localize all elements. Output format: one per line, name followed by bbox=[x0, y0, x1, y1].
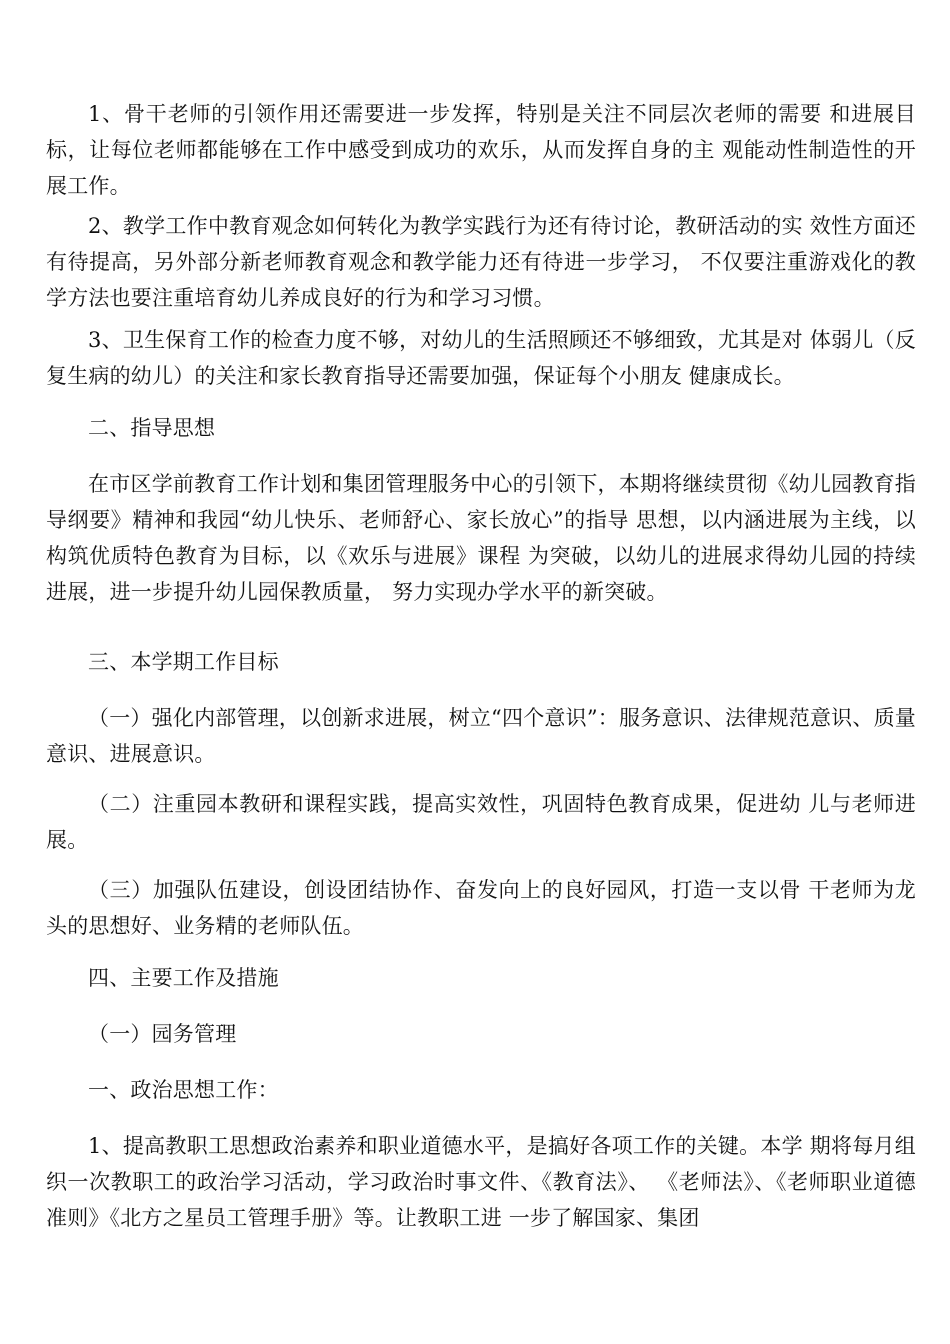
heading-main-work-measures: 四、主要工作及措施 bbox=[88, 966, 279, 990]
heading-guiding-ideology: 二、指导思想 bbox=[88, 416, 216, 440]
paragraph-political-study: 1、提高教职工思想政治素养和职业道德水平，是搞好各项工作的关键。本学 期将每月组织一次教职工的政治学习活动，学习政治时事文件、《教育法》、 《老师法》、《老师职业道德准则》《北方之星员工管理手册》等。让教职工进 一步了解国家、集团 bbox=[46, 1134, 916, 1230]
heading-semester-goals: 三、本学期工作目标 bbox=[88, 650, 279, 674]
paragraph-guiding-ideology: 在市区学前教育工作计划和集团管理服务中心的引领下，本期将继续贯彻《幼儿园教育指导纲要》精神和我园“幼儿快乐、老师舒心、家长放心”的指导 思想，以内涵进展为主线，以构筑优质特色教育为目标，以《欢乐与进展》课程 为突破，以幼儿的进展求得幼儿园的持续进展，进一步提升幼儿园保教质量， 努力实现办学水平的新突破。 bbox=[46, 472, 916, 604]
heading-school-management: （一）园务管理 bbox=[88, 1022, 237, 1046]
paragraph-teaching-concepts: 2、教学工作中教育观念如何转化为教学实践行为还有待讨论，教研活动的实 效性方面还有待提高，另外部分新老师教育观念和教学能力还有待进一步学习， 不仅要注重游戏化的教学方法也要注重培育幼儿养成良好的行为和学习习惯。 bbox=[46, 214, 916, 310]
paragraph-health-care: 3、卫生保育工作的检查力度不够，对幼儿的生活照顾还不够细致，尤其是对 体弱儿（反复生病的幼儿）的关注和家长教育指导还需要加强，保证每个小朋友 健康成长。 bbox=[46, 328, 916, 388]
heading-political-work: 一、政治思想工作： bbox=[88, 1078, 279, 1102]
paragraph-backbone-teachers: 1、骨干老师的引领作用还需要进一步发挥，特别是关注不同层次老师的需要 和进展目标，让每位老师都能够在工作中感受到成功的欢乐，从而发挥自身的主 观能动性制造性的开展工作。 bbox=[46, 102, 916, 198]
paragraph-goal-team-building: （三）加强队伍建设，创设团结协作、奋发向上的良好园风，打造一支以骨 干老师为龙头的思想好、业务精的老师队伍。 bbox=[46, 878, 916, 938]
paragraph-goal-teaching-research: （二）注重园本教研和课程实践，提高实效性，巩固特色教育成果，促进幼 儿与老师进展。 bbox=[46, 792, 916, 852]
paragraph-goal-internal-management: （一）强化内部管理，以创新求进展，树立“四个意识”：服务意识、法律规范意识、质量意识、进展意识。 bbox=[46, 706, 916, 766]
